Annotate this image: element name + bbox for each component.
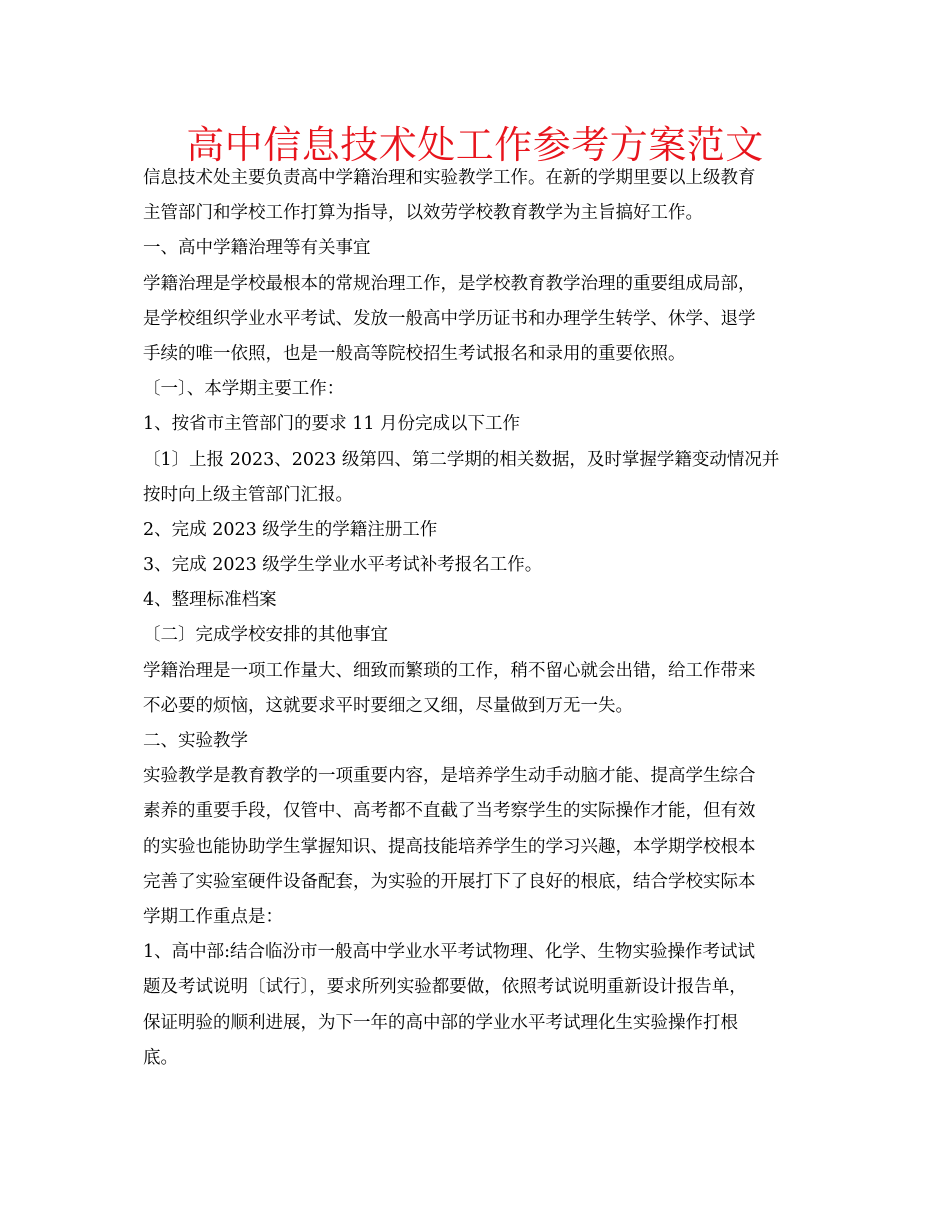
text-line: 完善了实验室硬件设备配套，为实验的开展打下了良好的根底，结合学校实际本 [143, 871, 756, 892]
text-line: 信息技术处主要负责高中学籍治理和实验教学工作。在新的学期里要以上级教育 [143, 168, 756, 188]
text-line: 的实验也能协助学生掌握知识、提高技能培养学生的学习兴趣，本学期学校根本 [143, 836, 756, 857]
list-item: 2、完成 2023 级学生的学籍注册工作 [143, 519, 438, 540]
text-line: 不必要的烦恼，这就要求平时要细之又细，尽量做到万无一失。 [143, 695, 633, 716]
text-line: 底。 [143, 1047, 178, 1068]
text-line: 学籍治理是学校最根本的常规治理工作，是学校教育教学治理的重要组成局部， [143, 273, 756, 294]
section-heading: 二、实验教学 [143, 731, 248, 751]
text-line: 按时向上级主管部门汇报。 [143, 484, 353, 505]
list-item: 4、整理标准档案 [143, 590, 277, 611]
text-line: 手续的唯一依照，也是一般高等院校招生考试报名和录用的重要依照。 [143, 343, 686, 364]
text-line: 实验教学是教育教学的一项重要内容，是培养学生动手动脑才能、提高学生综合 [143, 766, 756, 787]
text-line: 素养的重要手段，仅管中、高考都不直截了当考察学生的实际操作才能，但有效 [143, 801, 756, 822]
text-line: 主管部门和学校工作打算为指导，以效劳学校教育教学为主旨搞好工作。 [143, 203, 703, 224]
text-line: 学期工作重点是： [143, 906, 283, 927]
list-item: 1、按省市主管部门的要求 11 月份完成以下工作 [143, 414, 521, 435]
list-item: 3、完成 2023 级学生学业水平考试补考报名工作。 [143, 555, 543, 576]
text-line: 题及考试说明〔试行〕，要求所列实验都要做，依照考试说明重新设计报告单， [143, 977, 747, 998]
list-item: 1、高中部:结合临汾市一般高中学业水平考试物理、化学、生物实验操作考试试 [143, 942, 756, 963]
subsection-heading: 〔一〕、本学期主要工作： [143, 379, 345, 400]
section-heading: 一、高中学籍治理等有关事宜 [143, 238, 371, 259]
document-title: 高中信息技术处工作参考方案范文 [186, 123, 764, 167]
subsection-heading: 〔二〕完成学校安排的其他事宜 [143, 625, 388, 646]
text-line: 保证明验的顺利进展，为下一年的高中部的学业水平考试理化生实验操作打根 [143, 1012, 738, 1033]
document-body [143, 161, 811, 1076]
text-line: 〔1〕上报 2023、2023 级第四、第二学期的相关数据，及时掌握学籍变动情况并 [143, 449, 780, 470]
text-line: 是学校组织学业水平考试、发放一般高中学历证书和办理学生转学、休学、退学 [143, 308, 756, 329]
text-line: 学籍治理是一项工作量大、细致而繁琐的工作，稍不留心就会出错，给工作带来 [143, 660, 756, 681]
